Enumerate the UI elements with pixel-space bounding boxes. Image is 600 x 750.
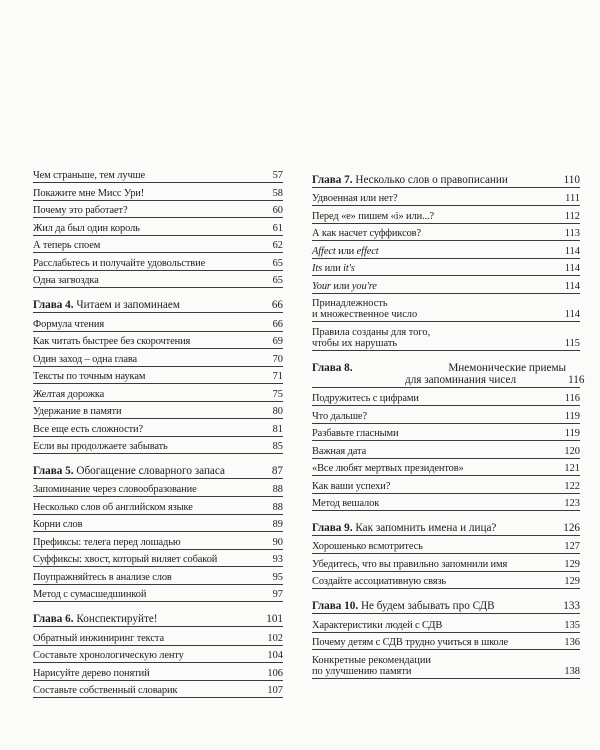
toc-entry: Если вы продолжаете забывать 85 (33, 439, 283, 454)
toc-entry: Покажите мне Мисс Ури! 58 (33, 185, 283, 200)
toc-entry: А как насчет суффиксов? 113 (312, 226, 580, 241)
toc-entry: Чем страньше, тем лучше 57 (33, 168, 283, 183)
toc-entry: Жил да был один король 61 (33, 220, 283, 235)
toc-entry: Подружитесь с цифрами 116 (312, 391, 580, 406)
toc-entry: Метод с сумасшедшинкой 97 (33, 587, 283, 602)
toc-entry: Формула чтения 66 (33, 316, 283, 331)
toc-entry: Несколько слов об английском языке 88 (33, 500, 283, 515)
toc-entry: Характеристики людей с СДВ 135 (312, 617, 580, 632)
toc-group-left-top (33, 168, 283, 288)
toc-right-column (312, 168, 585, 681)
chapter-heading-6: Глава 6. Конспектируйте! 101 (33, 613, 283, 626)
toc-entry: Поупражняйтесь в анализе слов 95 (33, 570, 283, 585)
toc-entry: Конкретные рекомендации по улучшению памяти 138 (312, 652, 580, 678)
toc-entry: Your или you're 114 (312, 278, 580, 293)
toc-entry: Префиксы: телега перед лошадью 90 (33, 535, 283, 550)
toc-entry: Affect или effect 114 (312, 243, 580, 258)
toc-entry: Один заход – одна глава 70 (33, 351, 283, 366)
toc-entry: «Все любят мертвых президентов» 121 (312, 461, 580, 476)
toc-entry: Одна загвоздка 65 (33, 273, 283, 288)
toc-entry: Запоминание через словообразование 88 (33, 482, 283, 497)
toc-entry: Удвоенная или нет? 111 (312, 191, 580, 206)
toc-entry: Перед «е» пишем «i» или...? 112 (312, 208, 580, 223)
toc-entry: Почему это работает? 60 (33, 203, 283, 218)
chapter-heading-7: Глава 7. Несколько слов о правописании 110 (312, 174, 580, 186)
toc-entry: Расслабьтесь и получайте удовольствие 65 (33, 255, 283, 270)
toc-entry: Its или it's 114 (312, 261, 580, 276)
toc-entry: Тексты по точным наукам 71 (33, 369, 283, 384)
chapter-heading-10: Глава 10. Не будем забывать про СДВ 133 (312, 600, 580, 613)
toc-entry: Создайте ассоциативную связь 129 (312, 574, 580, 589)
toc-entry: Принадлежность и множественное число 114 (312, 296, 580, 322)
toc-entry: Желтая дорожка 75 (33, 386, 283, 401)
chapter-heading-9: Глава 9. Как запомнить имена и лица? 126 (312, 522, 580, 535)
chapter-heading-4: Глава 4. Читаем и запоминаем 66 (33, 299, 283, 312)
toc-entry: Как читать быстрее без скорочтения 69 (33, 334, 283, 349)
toc-entry: Все еще есть сложности? 81 (33, 421, 283, 436)
toc-entry: Составьте собственный словарик 107 (33, 683, 283, 698)
toc-entry: Убедитесь, что вы правильно запомнили имя 129 (312, 557, 580, 572)
toc-entry: Хорошенько всмотритесь 127 (312, 539, 580, 554)
toc-entry: Важная дата 120 (312, 443, 580, 458)
toc-entry: Корни слов 89 (33, 517, 283, 532)
chapter-heading-5: Глава 5. Обогащение словарного запаса 87 (33, 465, 283, 478)
toc-entry: Нарисуйте дерево понятий 106 (33, 665, 283, 680)
toc-left-column (33, 168, 283, 700)
toc-entry: Суффиксы: хвост, который виляет собакой 93 (33, 552, 283, 567)
toc-entry: Правила созданы для того, чтобы их нарушать 115 (312, 324, 580, 350)
toc-entry: Обратный инжиниринг текста 102 (33, 630, 283, 645)
toc-entry: Метод вешалок 123 (312, 496, 580, 511)
toc-entry: Разбавьте гласными 119 (312, 426, 580, 441)
toc-entry: Почему детям с СДВ трудно учиться в школе 136 (312, 635, 580, 650)
chapter-heading-8: Глава 8. Мнемонические приемы для запоминания чисел 116 (312, 361, 585, 386)
toc-entry: Как ваши успехи? 122 (312, 478, 580, 493)
toc-entry: Что дальше? 119 (312, 408, 580, 423)
toc-entry: Составьте хронологическую ленту 104 (33, 648, 283, 663)
toc-entry: А теперь споем 62 (33, 238, 283, 253)
toc-entry: Удержание в памяти 80 (33, 404, 283, 419)
